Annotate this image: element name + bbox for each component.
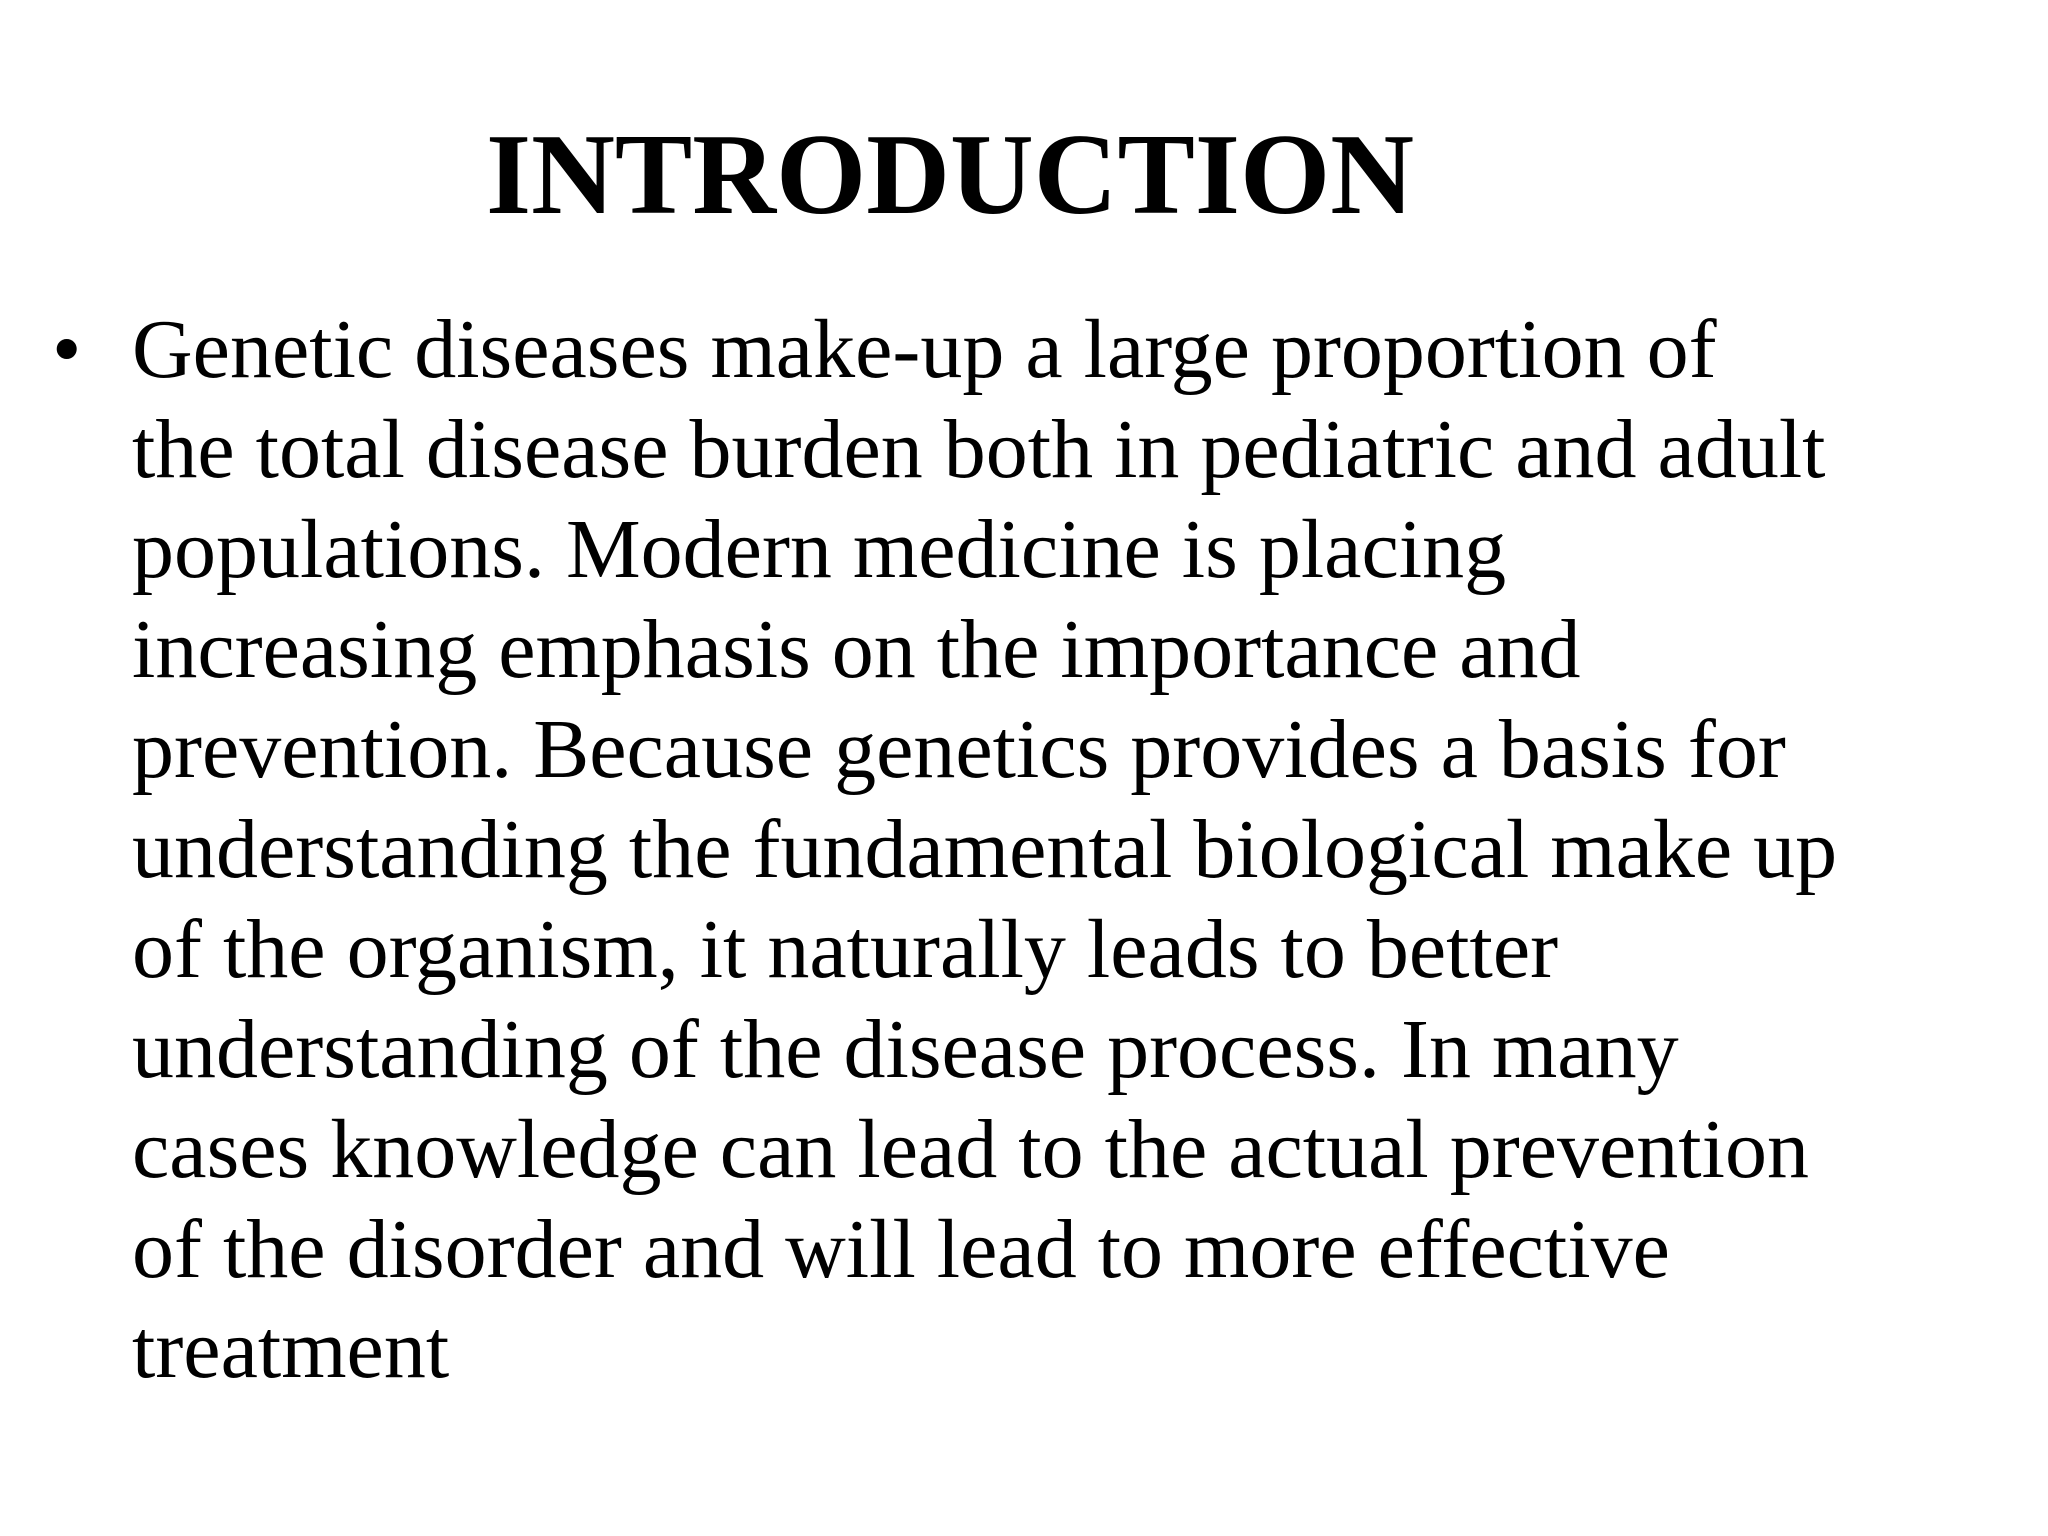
- slide-title: INTRODUCTION: [485, 111, 1415, 239]
- bullet-list-item: [52, 300, 2012, 1400]
- bullet-icon: •: [52, 303, 82, 396]
- bullet-text: Genetic diseases make-up a large proportion of the total disease burden both in pediatric and adult populations. Modern medicine is placing increasing emphasis on the importance and prevention. Because genetics provides a basis for understanding the fundamental biological make up of the organism, it naturally leads to better understanding of the disease process. In many cases knowledge can lead to the actual prevention of the disorder and will lead to more effective treatment: [132, 303, 1838, 1396]
